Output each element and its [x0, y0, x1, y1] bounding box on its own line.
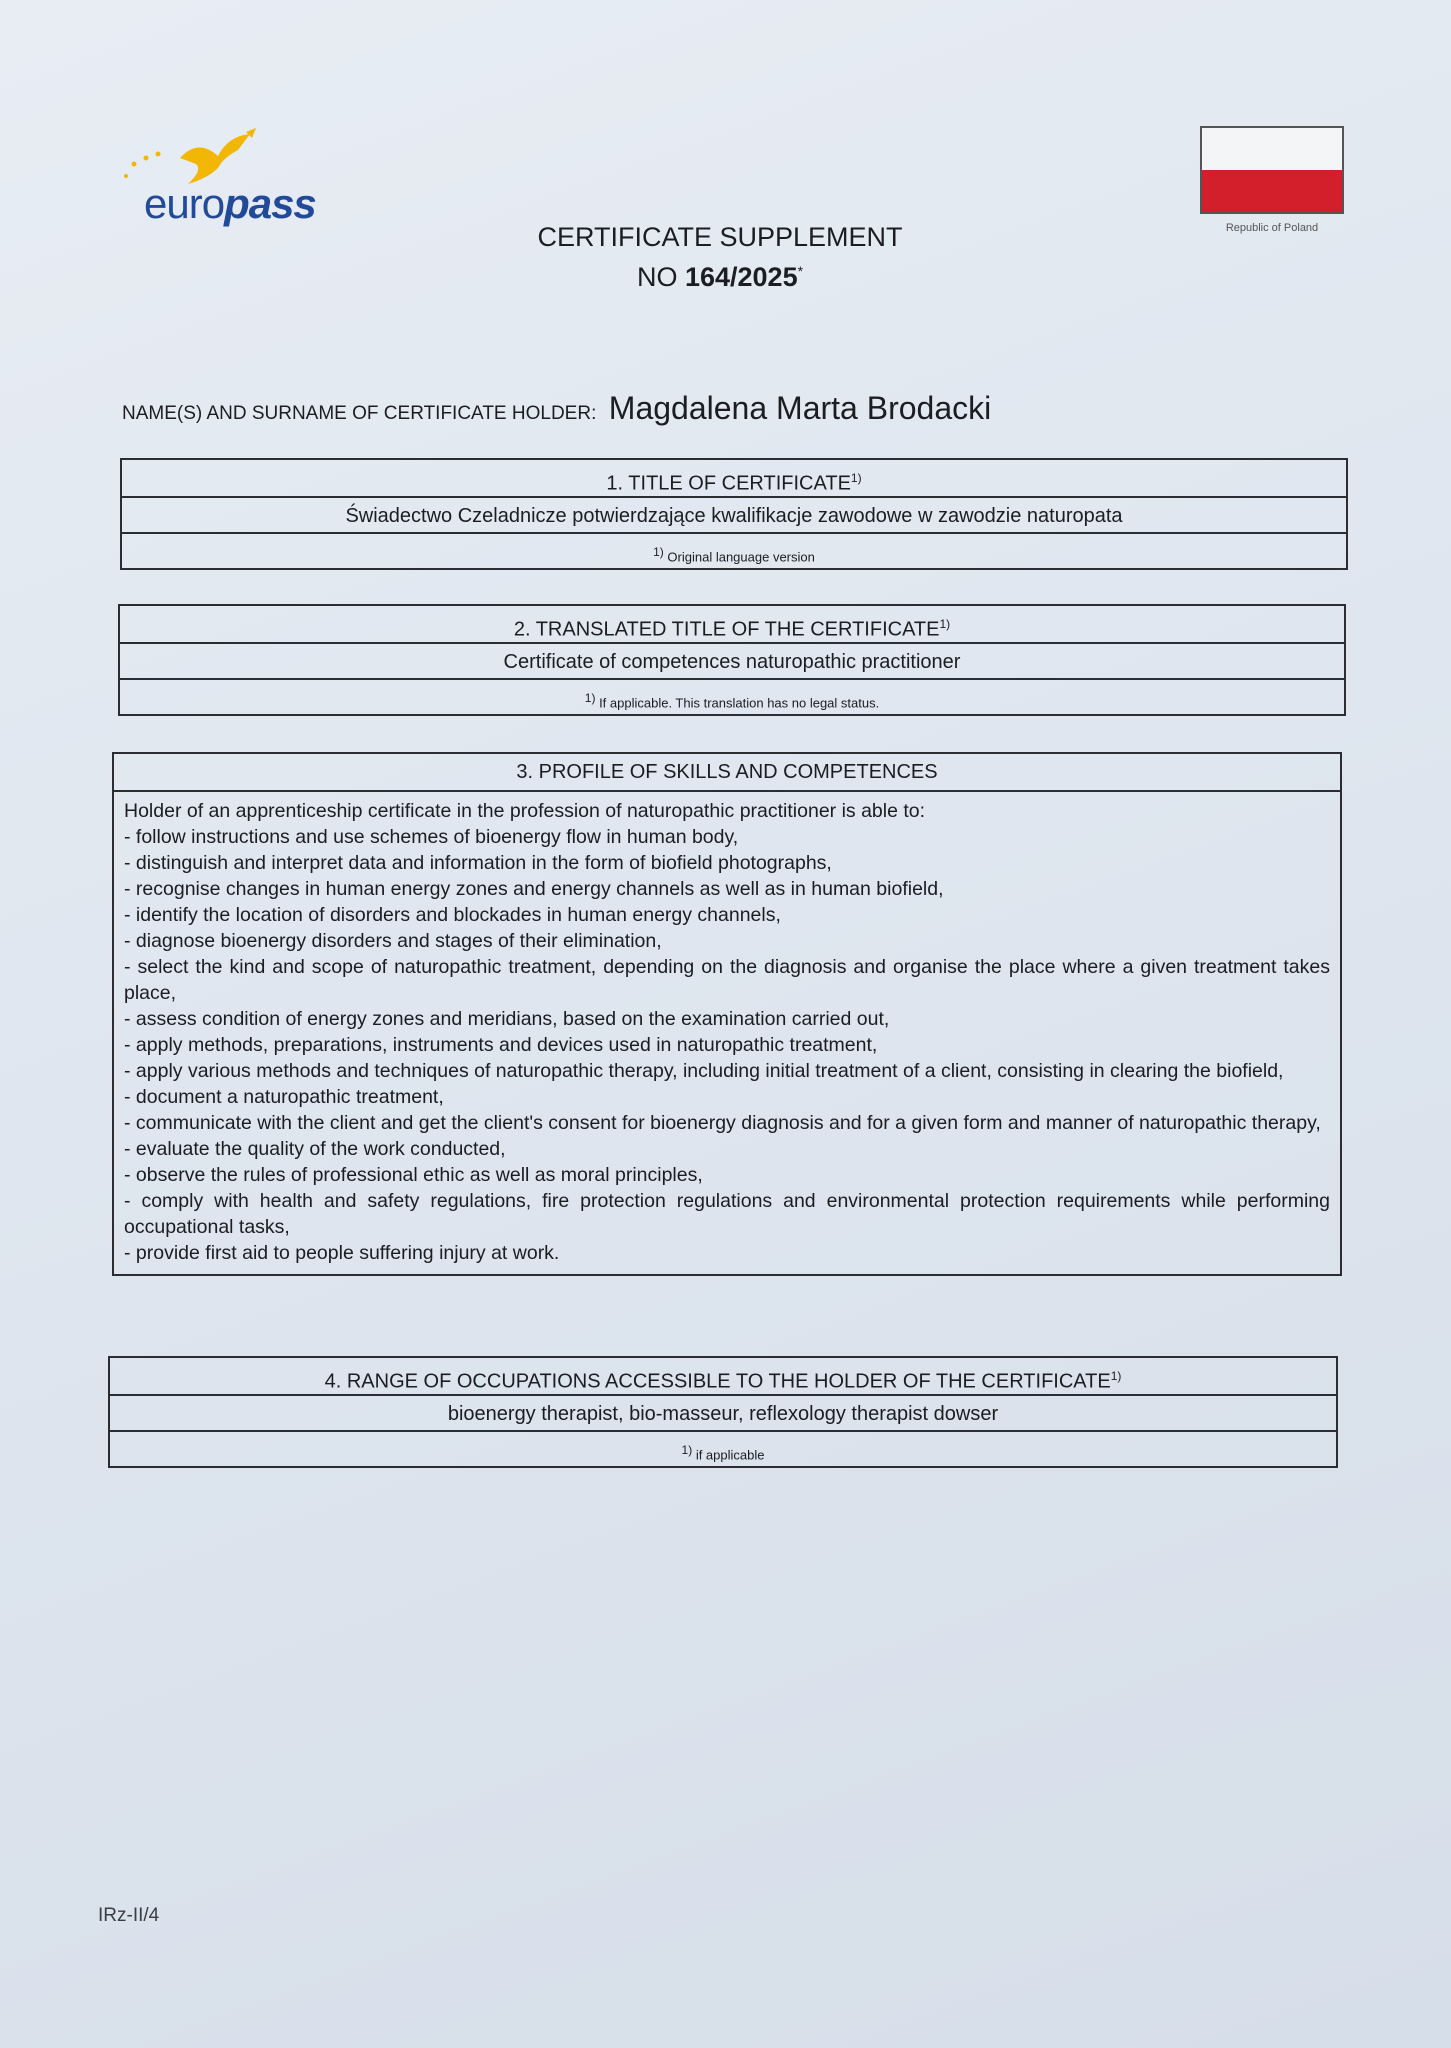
certificate-number — [440, 254, 1000, 294]
number-prefix: NO — [636, 262, 678, 292]
poland-flag — [1200, 126, 1344, 214]
list-item: - recognise changes in human energy zones and energy channels as well as in human biofield, — [124, 878, 944, 900]
section-title-of-certificate — [120, 458, 1348, 570]
list-item: - follow instructions and use schemes of bioenergy flow in human body, — [124, 826, 739, 848]
heading-text: 1. TITLE OF CERTIFICATE — [606, 472, 851, 495]
section-translated-title — [118, 604, 1346, 716]
list-item: - diagnose bioenergy disorders and stages of their elimination, — [124, 930, 662, 952]
list-item: - identify the location of disorders and blockades in human energy channels, — [124, 904, 781, 926]
skills-list — [114, 790, 1340, 1274]
section-note — [120, 678, 1344, 714]
list-item: - distinguish and interpret data and information in the form of biofield photographs, — [124, 852, 832, 874]
logo-wordmark — [144, 180, 316, 228]
list-item: - apply various methods and techniques of naturopathic therapy, including initial treatment of a client, consisting in clearing the biofield, — [124, 1060, 1284, 1082]
list-item: - apply methods, preparations, instruments and devices used in naturopathic treatment, — [124, 1034, 878, 1056]
note-text: if applicable — [695, 1447, 765, 1463]
section-range-of-occupations — [108, 1356, 1338, 1468]
section-note — [122, 532, 1346, 568]
section-skills-and-competences — [112, 752, 1342, 1276]
heading-text: 4. RANGE OF OCCUPATIONS ACCESSIBLE TO THE HOLDER OF THE CERTIFICATE — [324, 1370, 1111, 1393]
title-line: CERTIFICATE SUPPLEMENT — [537, 222, 903, 252]
footnote-mark: 1) — [681, 1443, 693, 1457]
flag-caption: Republic of Poland — [1225, 222, 1319, 234]
heading-text: 2. TRANSLATED TITLE OF THE CERTIFICATE — [513, 618, 940, 641]
list-item: - assess condition of energy zones and meridians, based on the examination carried out, — [124, 1008, 890, 1030]
list-item: - evaluate the quality of the work conducted, — [124, 1138, 506, 1160]
section-heading: 3. PROFILE OF SKILLS AND COMPETENCES — [516, 761, 938, 783]
section-note — [110, 1430, 1336, 1466]
list-item: - observe the rules of professional ethic as well as moral principles, — [124, 1164, 703, 1186]
section-heading — [122, 460, 1346, 496]
footnote-mark: 1) — [584, 691, 596, 705]
section-heading — [110, 1358, 1336, 1394]
footnote-mark: 1) — [939, 617, 951, 631]
footnote-mark: 1) — [1110, 1369, 1122, 1383]
certificate-title-value: Świadectwo Czeladnicze potwierdzające kwalifikacje zawodowe w zawodzie naturopata — [122, 496, 1346, 532]
number-value: 164/2025 — [684, 262, 798, 292]
flag-white-band — [1202, 128, 1342, 170]
holder-label: NAME(S) AND SURNAME OF CERTIFICATE HOLDER: — [122, 403, 597, 424]
note-text: If applicable. This translation has no legal status. — [599, 695, 880, 711]
logo-text-pass: pass — [224, 180, 316, 227]
note-text: Original language version — [667, 549, 815, 565]
list-item: - select the kind and scope of naturopathic treatment, depending on the diagnosis and organise the place where a given treatment takes place, — [124, 956, 1330, 1004]
document-title — [440, 220, 1000, 294]
list-item: - communicate with the client and get the client's consent for bioenergy diagnosis and for a given form and manner of naturopathic therapy, — [124, 1112, 1321, 1134]
list-item: - comply with health and safety regulations, fire protection regulations and environmental protection requirements while performing occupational tasks, — [124, 1190, 1330, 1238]
star-figure-icon — [118, 128, 328, 188]
holder-line — [122, 390, 991, 427]
list-item: - document a naturopathic treatment, — [124, 1086, 444, 1108]
footnote-mark: 1) — [653, 545, 664, 559]
section-heading — [120, 606, 1344, 642]
logo-text-euro: euro — [144, 180, 225, 227]
footnote-mark: 1) — [850, 471, 862, 485]
occupations-value: bioenergy therapist, bio-masseur, reflexology therapist dowser — [110, 1394, 1336, 1430]
flag-red-band — [1202, 170, 1342, 212]
number-mark: * — [797, 263, 804, 279]
europass-logo — [118, 128, 328, 248]
holder-name: Magdalena Marta Brodacki — [608, 390, 992, 426]
translated-title-value: Certificate of competences naturopathic practitioner — [120, 642, 1344, 678]
skills-intro: Holder of an apprenticeship certificate in the profession of naturopathic practitioner is able to: — [124, 800, 926, 822]
list-item: - provide first aid to people suffering injury at work. — [124, 1242, 560, 1264]
form-code: IRz-II/4 — [98, 1905, 160, 1926]
